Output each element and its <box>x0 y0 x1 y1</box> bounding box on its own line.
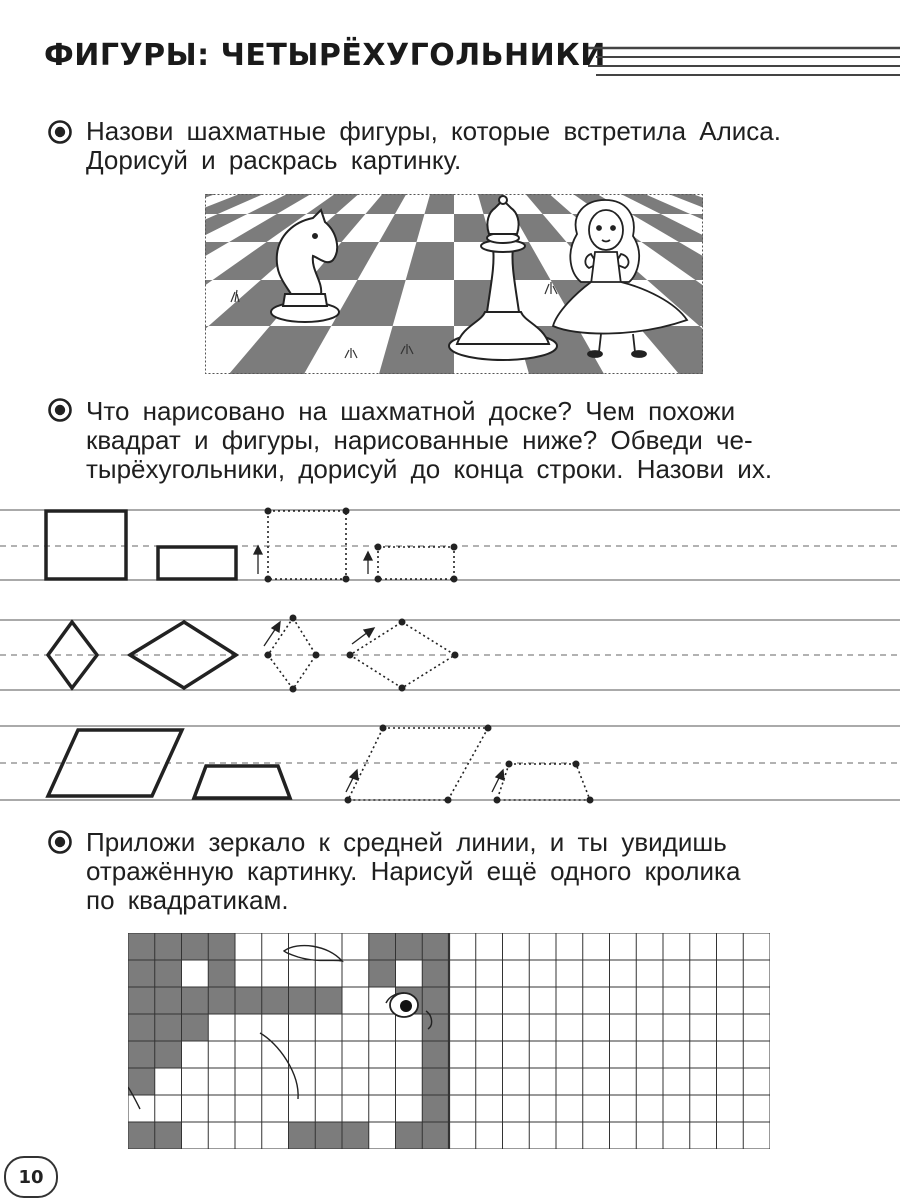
task-3-line-3: по квадратикам. <box>86 885 289 915</box>
chess-scene-illustration <box>205 194 703 374</box>
grid-shaded-cell <box>128 1041 155 1068</box>
page-number: 10 <box>4 1156 58 1198</box>
grid-shaded-cell <box>208 987 235 1014</box>
grid-shaded-cell <box>182 933 209 960</box>
grid-shaded-cell <box>422 1122 449 1149</box>
grid-shaded-cell <box>155 987 182 1014</box>
grid-shaded-cell <box>289 1122 316 1149</box>
title-decoration <box>588 44 900 84</box>
grid-shaded-cell <box>342 1122 369 1149</box>
grid-shaded-cell <box>396 1122 423 1149</box>
shapes-row-1 <box>46 508 458 583</box>
task-1-text <box>86 117 781 175</box>
grid-shaded-cell <box>369 933 396 960</box>
grid-shaded-cell <box>155 933 182 960</box>
task-3-text <box>86 828 740 915</box>
target-bullet-icon <box>48 120 72 144</box>
trapezoid-shape <box>194 766 290 798</box>
grid-shaded-cell <box>315 1122 342 1149</box>
grid-shaded-cell <box>422 960 449 987</box>
grid-shaded-cell <box>396 933 423 960</box>
dotted-square-shape <box>268 511 346 579</box>
grid-shaded-cell <box>182 987 209 1014</box>
square-shape <box>46 511 126 579</box>
grid-shaded-cell <box>128 1068 155 1095</box>
rabbit-grid <box>128 933 770 1149</box>
writing-lines <box>0 510 900 800</box>
grid-shaded-cell <box>422 1068 449 1095</box>
grid-shaded-cell <box>369 960 396 987</box>
shapes-row-3 <box>48 725 594 804</box>
grid-shaded-cell <box>155 960 182 987</box>
grid-shaded-cell <box>128 933 155 960</box>
grid-shaded-cell <box>128 1014 155 1041</box>
dotted-parallelogram-shape <box>348 728 488 800</box>
task-2-line-2: квадрат и фигуры, нарисованные ниже? Обведи че- <box>86 425 753 455</box>
task-3-line-2: отражённую картинку. Нарисуй ещё одного кролика <box>86 856 741 886</box>
quadrilaterals-exercise <box>0 500 900 810</box>
grid-shaded-cell <box>422 933 449 960</box>
trace-arrow-icon <box>254 546 372 574</box>
grid-shaded-cell <box>422 1041 449 1068</box>
grid-shaded-cell <box>155 1122 182 1149</box>
trace-dots <box>345 725 594 804</box>
trace-dots <box>265 615 459 693</box>
task-2-line-3: тырёхугольники, дорисуй до конца строки. Назови их. <box>86 454 773 484</box>
grid-shaded-cell <box>262 987 289 1014</box>
grid-shaded-cell <box>208 933 235 960</box>
page-title: ФИГУРЫ: ЧЕТЫРЁХУГОЛЬНИКИ <box>44 38 606 73</box>
dotted-trapezoid-shape <box>497 764 590 800</box>
task-1-line-1: Назови шахматные фигуры, которые встретила Алиса. <box>86 116 781 146</box>
trace-arrow-icon <box>264 622 374 646</box>
grid-shaded-cell <box>315 987 342 1014</box>
task-1-line-2: Дорисуй и раскрась картинку. <box>86 145 462 175</box>
task-3-line-1: Приложи зеркало к средней линии, и ты увидишь <box>86 827 727 857</box>
target-bullet-icon <box>48 830 72 854</box>
grid-shaded-cell <box>422 1014 449 1041</box>
trace-dots <box>265 508 458 583</box>
grid-shaded-cell <box>208 960 235 987</box>
grid-shaded-cell <box>289 987 316 1014</box>
rectangle-shape <box>158 547 236 579</box>
grid-shaded-cell <box>128 1122 155 1149</box>
grid-shaded-cell <box>128 987 155 1014</box>
task-2-text <box>86 397 772 484</box>
grid-shaded-cell <box>235 987 262 1014</box>
grid-shaded-cell <box>422 1095 449 1122</box>
grid-shaded-cell <box>155 1041 182 1068</box>
trace-arrow-icon <box>346 770 504 792</box>
grid-shaded-cell <box>155 1014 182 1041</box>
rabbit-eye-icon <box>386 993 418 1017</box>
shapes-row-2 <box>48 615 459 693</box>
grid-shaded-cell <box>128 960 155 987</box>
task-2-line-1: Что нарисовано на шахматной доске? Чем похожи <box>86 396 736 426</box>
dotted-rectangle-shape <box>378 547 454 579</box>
grid-shaded-cell <box>182 1014 209 1041</box>
grid-shaded-cell <box>422 987 449 1014</box>
target-bullet-icon <box>48 398 72 422</box>
